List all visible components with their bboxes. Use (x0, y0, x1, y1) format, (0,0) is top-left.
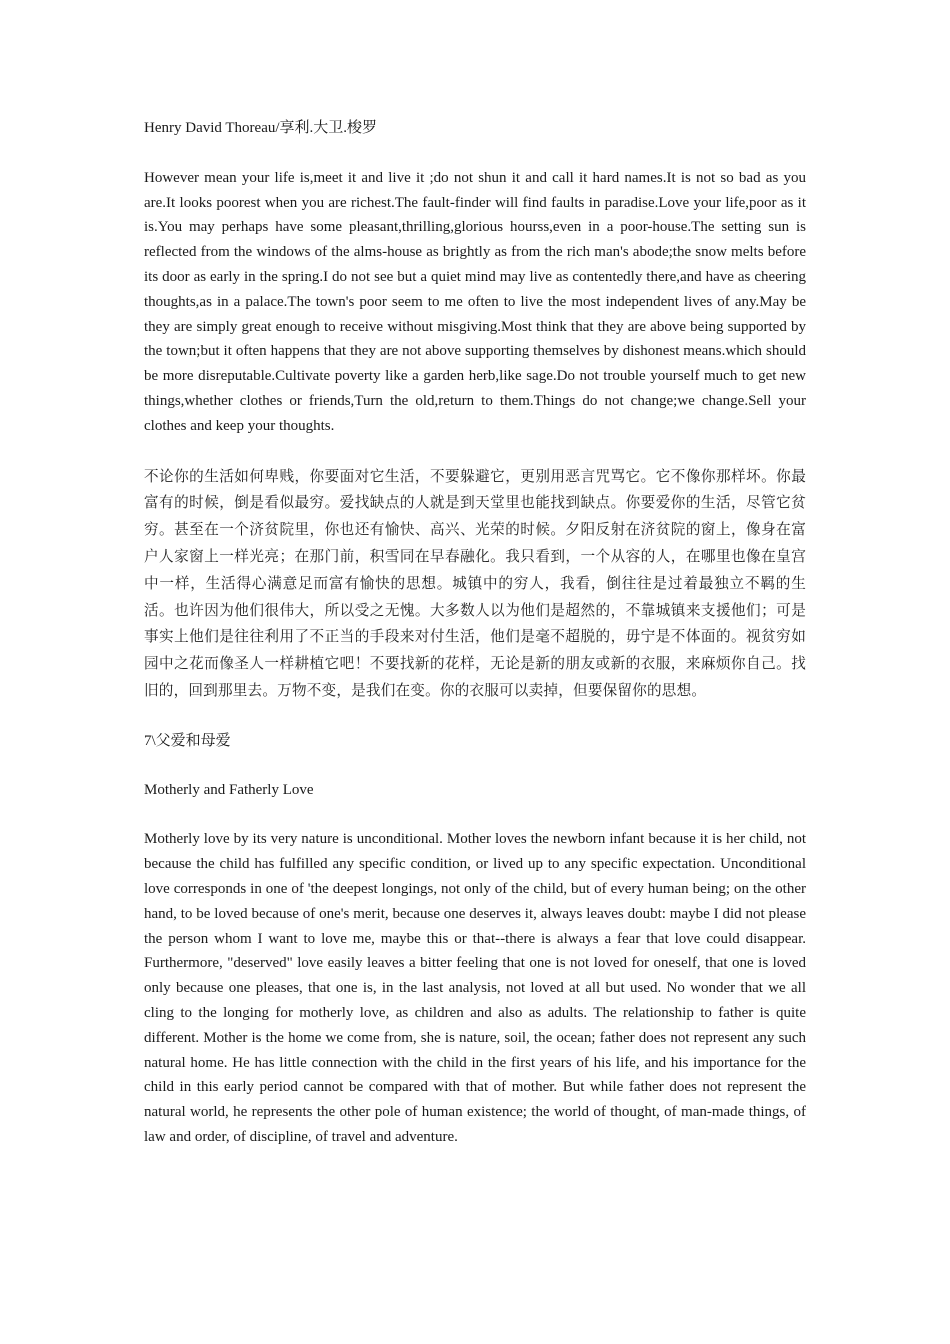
thoreau-chinese-paragraph: 不论你的生活如何卑贱，你要面对它生活，不要躲避它，更别用恶言咒骂它。它不像你那样坏。你最富有的时候，倒是看似最穷。爱找缺点的人就是到天堂里也能找到缺点。你要爱你的生活，尽管它贫穷。甚至在一个济贫院里，你也还有愉快、高兴、光荣的时候。夕阳反射在济贫院的窗上，像身在富户人家窗上一样光亮；在那门前，积雪同在早春融化。我只看到，一个从容的人，在哪里也像在皇宫中一样，生活得心满意足而富有愉快的思想。城镇中的穷人，我看，倒往往是过着最独立不羁的生活。也许因为他们很伟大，所以受之无愧。大多数人以为他们是超然的，不靠城镇来支援他们；可是事实上他们是往往利用了不正当的手段来对付生活，他们是毫不超脱的，毋宁是不体面的。视贫穷如园中之花而像圣人一样耕植它吧！不要找新的花样，无论是新的朋友或新的衣服，来麻烦你自己。找旧的，回到那里去。万物不变，是我们在变。你的衣服可以卖掉，但要保留你的思想。 (144, 467, 806, 699)
spacer (144, 141, 806, 166)
spacer (144, 802, 806, 827)
thoreau-english-paragraph: However mean your life is,meet it and live it ;do not shun it and call it hard names.It is not so bad as you are.It looks poorest when you are richest.The fault-finder will find faults in paradise.Love your life,poor as it is.You may perhaps have some pleasant,thrilling,glorious hourss,even in a poor-house.The setting sun is reflected from the windows of the alms-house as brightly as from the rich man's abode;the snow melts before its door as early in the spring.I do not see but a quiet mind may live as contentedly there,and have as cheering thoughts,as in a palace.The town's poor seem to me often to live the most independent lives of any.May be they are simply great enough to receive without misgiving.Most think that they are above being supported by the town;but it often happens that they are not above supporting themselves by dishonest means.which should be more disreputable.Cultivate poverty like a garden herb,like sage.Do not trouble yourself much to get new things,whether clothes or friends,Turn the old,return to them.Things do not change;we change.Sell your clothes and keep your thoughts. (144, 169, 806, 434)
section-heading-english: Motherly and Fatherly Love (144, 781, 314, 798)
section-heading-chinese: 7\父爱和母爱 (144, 732, 231, 749)
spacer (144, 705, 806, 729)
motherly-love-paragraph: Motherly love by its very nature is unconditional. Mother loves the newborn infant because it is her child, not because the child has fulfilled any specific condition, or lived up to any specific expectation. Unconditional love corresponds in one of 'the deepest longings, not only of the child, but of every human being; on the other hand, to be loved because of one's merit, because one deserves it, always leaves doubt: maybe I did not please the person whom I want to love me, maybe this or that--there is always a fear that love could disappear. Furthermore, "deserved" love easily leaves a bitter feeling that one is not loved for oneself, that one is loved only because one pleases, that one is, in the last analysis, not loved at all but used. No wonder that we all cling to the longing for motherly love, as children and also as adults. The relationship to father is quite different. Mother is the home we come from, she is nature, soil, the ocean; father does not represent any such natural home. He has little connection with the child in the first years of his life, and his importance for the child in this early period cannot be compared with that of mother. But while father does not represent the natural world, he represents the other pole of human existence; the world of thought, of man-made things, of law and order, of discipline, of travel and adventure. (144, 831, 806, 1145)
author-line: Henry David Thoreau/享利.大卫.梭罗 (144, 120, 378, 136)
document-page (144, 116, 806, 1150)
spacer (144, 754, 806, 778)
spacer (144, 439, 806, 464)
